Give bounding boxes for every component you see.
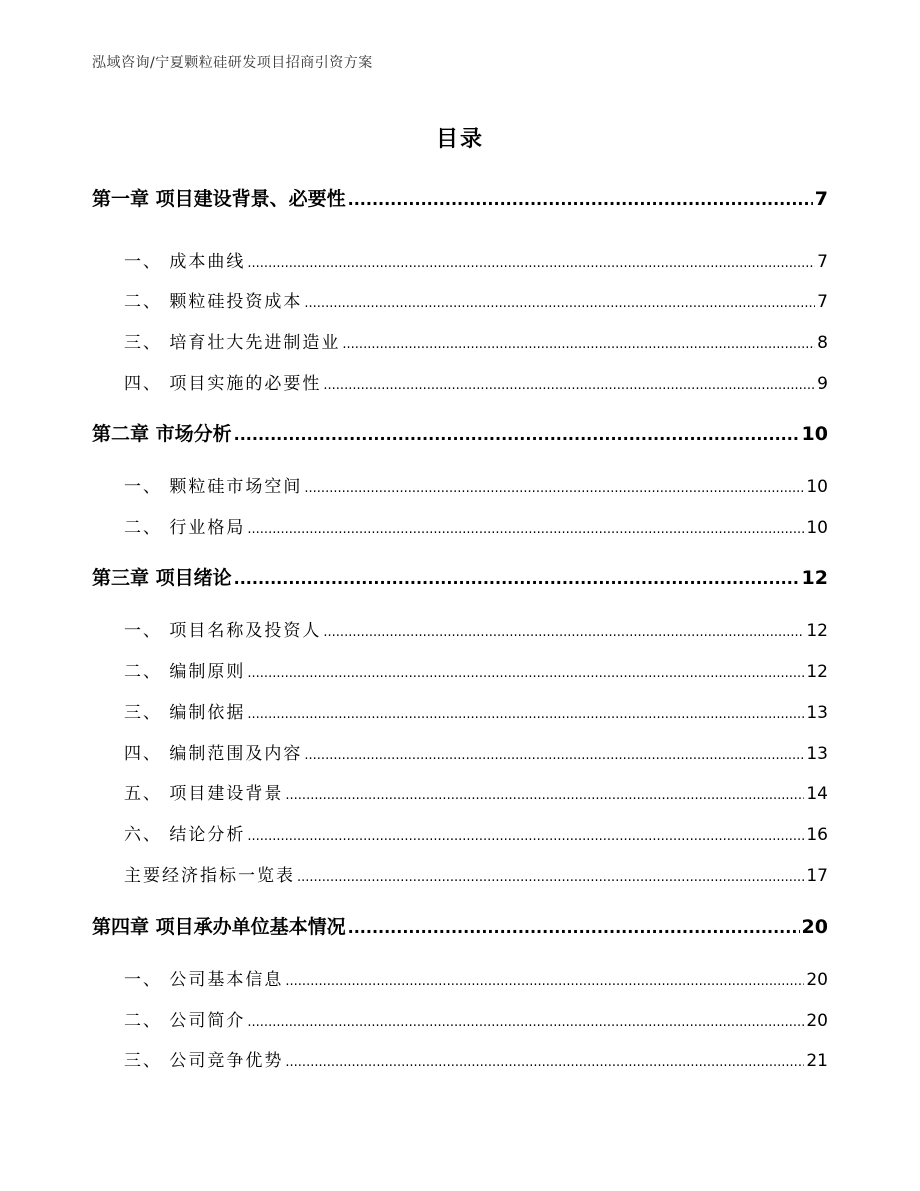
toc-label: 三、 培育壮大先进制造业: [124, 333, 341, 353]
toc-page-number: 12: [806, 662, 828, 682]
toc-page-number: 13: [806, 703, 828, 723]
toc-section[interactable]: [124, 369, 828, 394]
toc-page-number: 12: [806, 621, 828, 641]
toc-page-number: 14: [806, 784, 828, 804]
toc-page-number: 13: [806, 744, 828, 764]
toc-section[interactable]: [124, 657, 828, 682]
toc-label: 四、 项目实施的必要性: [124, 374, 322, 394]
dot-leader: [285, 1055, 804, 1070]
dot-leader: [247, 522, 804, 537]
dot-leader: [304, 748, 804, 763]
toc-label: 二、 行业格局: [124, 518, 246, 538]
toc-page-number: 10: [801, 423, 828, 445]
toc-label: 一、 项目名称及投资人: [124, 621, 322, 641]
toc-page-number: 10: [806, 518, 828, 538]
toc-page-number: 9: [817, 374, 828, 394]
toc-label: 一、 成本曲线: [124, 252, 246, 272]
toc-page-number: 20: [806, 1011, 828, 1031]
toc-label: 六、 结论分析: [124, 825, 246, 845]
dot-leader: [297, 870, 804, 885]
toc-section[interactable]: [124, 698, 828, 723]
toc-section[interactable]: [124, 965, 828, 990]
toc-page-number: 7: [814, 188, 828, 210]
toc-page-number: 7: [817, 252, 828, 272]
toc-chapter-2[interactable]: [92, 419, 828, 446]
dot-leader: [342, 337, 815, 352]
toc-label: 主要经济指标一览表: [124, 866, 295, 886]
toc-chapter-1[interactable]: [92, 184, 828, 211]
toc-page-number: 20: [801, 916, 828, 938]
toc-section[interactable]: [124, 328, 828, 353]
toc-page-number: 16: [806, 825, 828, 845]
toc-label: 二、 公司简介: [124, 1011, 246, 1031]
toc-label: 第一章 项目建设背景、必要性: [92, 188, 346, 210]
toc-page-number: 12: [801, 567, 828, 589]
toc-label: 三、 公司竞争优势: [124, 1051, 284, 1071]
dot-leader: [247, 707, 804, 722]
dot-leader: [304, 296, 815, 311]
toc-chapter-3[interactable]: [92, 563, 828, 590]
toc-section[interactable]: [124, 287, 828, 312]
toc-section[interactable]: [124, 820, 828, 845]
running-header: 泓域咨询/宁夏颗粒硅研发项目招商引资方案: [92, 55, 373, 71]
dot-leader: [247, 256, 815, 271]
toc-label: 四、 编制范围及内容: [124, 744, 303, 764]
toc-label: 二、 颗粒硅投资成本: [124, 292, 303, 312]
toc-section[interactable]: [124, 779, 828, 804]
dot-leader: [234, 569, 800, 588]
toc-label: 三、 编制依据: [124, 703, 246, 723]
dot-leader: [348, 190, 813, 209]
toc-label: 第三章 项目绪论: [92, 567, 232, 589]
dot-leader: [247, 666, 804, 681]
dot-leader: [234, 425, 800, 444]
dot-leader: [247, 1015, 804, 1030]
toc-section[interactable]: [124, 247, 828, 272]
toc-label: 一、 颗粒硅市场空间: [124, 477, 303, 497]
toc-page-number: 17: [806, 866, 828, 886]
toc-page-number: 7: [817, 292, 828, 312]
toc-label: 二、 编制原则: [124, 662, 246, 682]
dot-leader: [323, 378, 815, 393]
dot-leader: [285, 788, 804, 803]
toc-page-number: 20: [806, 970, 828, 990]
toc-title: 目录: [435, 127, 484, 152]
dot-leader: [247, 829, 804, 844]
toc-chapter-4[interactable]: [92, 912, 828, 939]
toc-label: 第四章 项目承办单位基本情况: [92, 916, 346, 938]
toc-page-number: 10: [806, 477, 828, 497]
toc-section[interactable]: [124, 513, 828, 538]
toc-label: 一、 公司基本信息: [124, 970, 284, 990]
toc-section[interactable]: [124, 739, 828, 764]
toc-section[interactable]: [124, 1006, 828, 1031]
toc-label: 五、 项目建设背景: [124, 784, 284, 804]
toc-page-number: 8: [817, 333, 828, 353]
toc-section[interactable]: [124, 472, 828, 497]
toc-page-number: 21: [806, 1051, 828, 1071]
toc-label: 第二章 市场分析: [92, 423, 232, 445]
toc-section[interactable]: [124, 861, 828, 886]
toc-section[interactable]: [124, 1046, 828, 1071]
dot-leader: [348, 918, 800, 937]
dot-leader: [304, 481, 804, 496]
toc-section[interactable]: [124, 616, 828, 641]
dot-leader: [285, 974, 804, 989]
dot-leader: [323, 625, 804, 640]
